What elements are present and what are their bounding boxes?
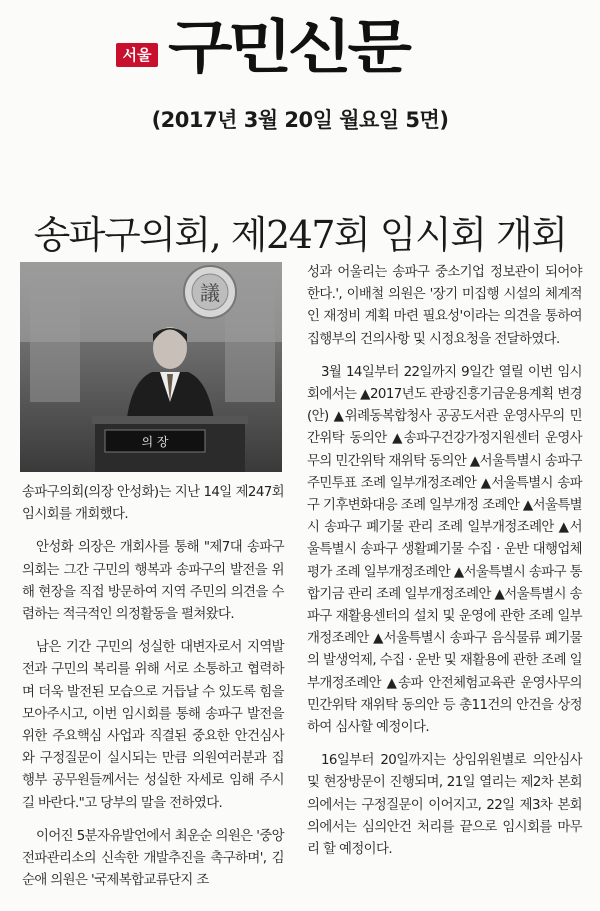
article-paragraph: 송파구의회(의장 안성화)는 지난 14일 제247회 임시회를 개회했다. <box>22 485 284 523</box>
article-paragraph: 안성화 의장은 개회사를 통해 "제7대 송파구의회는 그간 구민의 행복과 송파구의 발전을 위해 현장을 직접 방문하여 지역 주민의 의견을 수렴하는 적극적인 의정활동을 펼쳐왔다. <box>22 540 284 623</box>
council-seal <box>184 266 236 318</box>
article-headline: 송파구의회, 제247회 임시회 개회 <box>33 213 567 258</box>
article-paragraph: 성과 어울리는 송파구 중소기업 정보관이 되어야 한다.', 이배철 의원은 '장기 미집행 시설의 체계적인 재정비 계획 마련 필요성'이라는 의견을 통하여 집행부의 건의사항 및 시정요청을 전달하였다. <box>307 265 582 347</box>
podium <box>92 416 248 472</box>
article-paragraph: 16일부터 20일까지는 상임위원별로 의안심사 및 현장방문이 진행되며, 21일 열리는 제2차 본회의에서는 구정질문이 이어지고, 22일 제3차 본회의에서는 심의안건 처리를 끝으로 임시회를 마무리 할 예정이다. <box>307 753 582 858</box>
svg-text:議: 議 <box>200 281 220 305</box>
masthead <box>0 0 600 90</box>
article-photo <box>20 262 282 472</box>
newspaper-logo: 구민신문 <box>168 13 408 81</box>
publication-dateline: (2017년 3월 20일 월요일 5면) <box>151 108 449 132</box>
article-paragraph: 이어진 5분자유발언에서 최운순 의원은 '중앙전파관리소의 신속한 개발추진을 촉구하며', 김순애 의원은 '국제복합교류단지 조 <box>22 828 284 889</box>
article-column-right <box>307 262 582 861</box>
article-paragraph: 3월 14일부터 22일까지 9일간 열릴 이번 임시회에서는 ▲2017년도 관광진흥기금운용계획 변경(안) ▲위례동복합청사 공공도서관 운영사무의 민간위탁 동의안 ▲송파구건강가정지원센터 운영사무의 민간위탁 재위탁 동의안 ▲서울특별시 송파구 주민투표 조례 일부개정조례안 ▲서울특별시 송파구 기후변화대응 조례 일부개정 조례안 ▲서울특별시 송파구 폐기물 관리 조례 일부개정조례안 ▲서울특별시 송파구 생활폐기물 수집 · 운반 대행업체 평가 조례 일부개정조례안 ▲서울특별시 송파구 통합기금 관리 조례 일부개정조례안 ▲서울특별시 송파구 재활용센터의 설치 및 운영에 관한 조례 일부개정조례안 ▲서울특별시 송파구 음식물류 폐기물의 발생억제, 수집 · 운반 및 재활용에 관한 조례 일부개정조례안 ▲송파 안전체험교육관 운영사무의 민간위탁 재위탁 동의안 등 총11건의 안건을 상정하여 심사할 예정이다. <box>307 364 582 736</box>
speaker-at-podium-illustration <box>20 262 282 472</box>
svg-text:의 장: 의 장 <box>141 435 169 449</box>
article-paragraph: 남은 기간 구민의 성실한 대변자로서 지역발전과 구민의 복리를 위해 서로 소통하고 협력하며 더욱 발전된 모습으로 거듭날 수 있도록 힘을 모아주시고, 이번 임시회를 통해 송파구 발전을 위한 주요핵심 사업과 직결된 중요한 안건심사와 구정질문이 실시되는 만큼 의원여러분과 집행부 공무원들께서는 성실한 자세로 임해 주시길 바란다."고 당부의 말을 전하였다. <box>22 640 284 811</box>
region-badge: 서울 <box>116 43 158 67</box>
article-column-left <box>22 482 284 892</box>
